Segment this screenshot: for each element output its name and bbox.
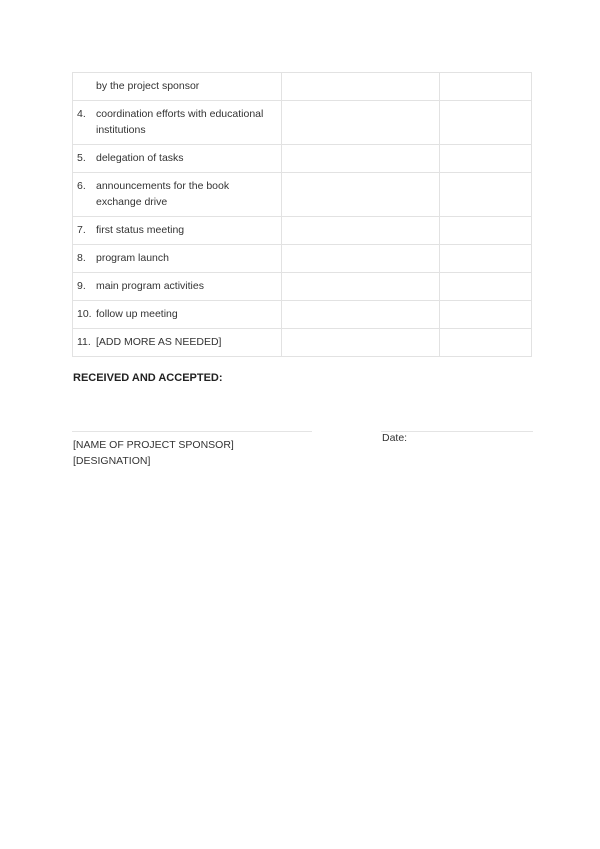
table-row	[73, 173, 532, 217]
task-number: 10.	[77, 308, 92, 320]
sponsor-block	[73, 437, 234, 469]
empty-cell	[282, 329, 440, 357]
task-text: [ADD MORE AS NEEDED]	[96, 336, 222, 348]
task-cell	[73, 301, 282, 329]
task-number: 7.	[77, 224, 86, 236]
task-text: follow up meeting	[96, 308, 178, 320]
task-number	[77, 78, 96, 94]
task-cell	[73, 217, 282, 245]
task-text: main program activities	[96, 280, 204, 292]
task-text: announcements for the book exchange drive	[96, 180, 230, 208]
empty-cell	[440, 301, 532, 329]
empty-cell	[282, 301, 440, 329]
empty-cell	[440, 273, 532, 301]
task-text: by the project sponsor	[96, 80, 200, 92]
table-row	[73, 145, 532, 173]
sponsor-designation: [DESIGNATION]	[73, 455, 151, 467]
empty-cell	[282, 73, 440, 101]
empty-cell	[282, 245, 440, 273]
table-row	[73, 329, 532, 357]
empty-cell	[440, 101, 532, 145]
table-row	[73, 101, 532, 145]
task-cell	[73, 73, 282, 101]
empty-cell	[440, 145, 532, 173]
table-row	[73, 245, 532, 273]
table-row	[73, 273, 532, 301]
task-number: 9.	[77, 280, 86, 292]
sponsor-name: [NAME OF PROJECT SPONSOR]	[73, 439, 234, 451]
task-text: coordination efforts with educational institutions	[96, 108, 264, 136]
empty-cell	[440, 173, 532, 217]
task-number: 5.	[77, 152, 86, 164]
milestone-table	[72, 72, 532, 357]
empty-cell	[440, 245, 532, 273]
empty-cell	[440, 73, 532, 101]
task-cell	[73, 329, 282, 357]
task-number: 11.	[77, 336, 91, 348]
task-number: 8.	[77, 252, 86, 264]
task-cell	[73, 273, 282, 301]
task-text: first status meeting	[96, 224, 185, 236]
date-label: Date:	[382, 432, 408, 444]
empty-cell	[282, 217, 440, 245]
empty-cell	[282, 145, 440, 173]
table-row	[73, 73, 532, 101]
sponsor-signature-line	[72, 431, 312, 432]
empty-cell	[440, 217, 532, 245]
task-text: delegation of tasks	[96, 152, 184, 164]
table-row	[73, 301, 532, 329]
empty-cell	[440, 329, 532, 357]
empty-cell	[282, 273, 440, 301]
task-text: program launch	[96, 252, 169, 264]
task-cell	[73, 245, 282, 273]
task-number: 4.	[77, 108, 86, 120]
received-accepted-heading: RECEIVED AND ACCEPTED:	[73, 372, 223, 384]
task-number: 6.	[77, 180, 86, 192]
table-row	[73, 217, 532, 245]
task-cell	[73, 145, 282, 173]
empty-cell	[282, 101, 440, 145]
task-cell	[73, 173, 282, 217]
task-cell	[73, 101, 282, 145]
empty-cell	[282, 173, 440, 217]
